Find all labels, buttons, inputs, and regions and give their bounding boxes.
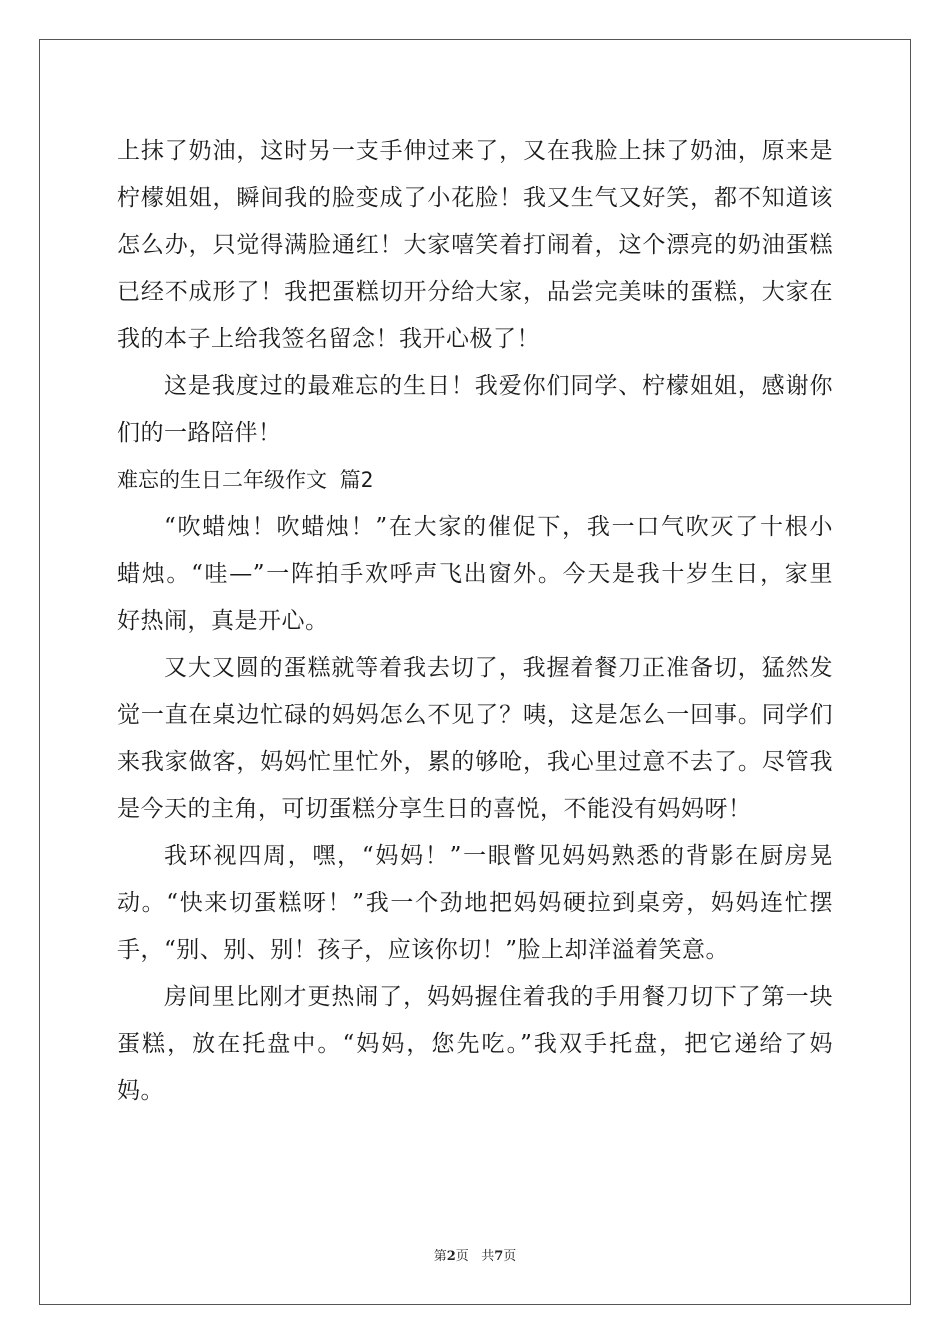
paragraph	[117, 645, 833, 833]
text-line: 蛋糕，放在托盘中。“妈妈，您先吃。”我双手托盘，把它递给了妈	[117, 1031, 833, 1057]
total-suffix: 页	[503, 1249, 517, 1264]
text-line: 是今天的主角，可切蛋糕分享生日的喜悦，不能没有妈妈呀！	[117, 796, 752, 822]
page-suffix: 页	[455, 1249, 469, 1264]
page-number	[434, 1249, 469, 1264]
text-line: 怎么办，只觉得满脸通红！大家嘻笑着打闹着，这个漂亮的奶油蛋糕	[117, 232, 833, 258]
page-total	[481, 1249, 516, 1264]
text-line: 觉一直在桌边忙碌的妈妈怎么不见了？咦，这是怎么一回事。同学们	[117, 702, 833, 728]
paragraph	[117, 128, 833, 363]
text-line: 我环视四周，嘿，“妈妈！”一眼瞥见妈妈熟悉的背影在厨房晃	[164, 843, 833, 869]
text-line: 蜡烛。“哇—”一阵拍手欢呼声飞出窗外。今天是我十岁生日，家里	[117, 561, 833, 587]
text-line: “吹蜡烛！吹蜡烛！”在大家的催促下，我一口气吹灭了十根小	[164, 514, 833, 540]
page-footer	[0, 1245, 950, 1264]
text-line: 动。“快来切蛋糕呀！”我一个劲地把妈妈硬拉到桌旁，妈妈连忙摆	[117, 890, 833, 916]
text-line: 柠檬姐姐，瞬间我的脸变成了小花脸！我又生气又好笑，都不知道该	[117, 185, 833, 211]
text-line: 我的本子上给我签名留念！我开心极了！	[117, 326, 540, 352]
section-heading: 难忘的生日二年级作文 篇2	[117, 468, 374, 492]
paragraph	[117, 833, 833, 974]
total-prefix: 共	[481, 1249, 495, 1264]
text-line: 来我家做客，妈妈忙里忙外，累的够呛，我心里过意不去了。尽管我	[117, 749, 833, 775]
text-line: 妈。	[117, 1078, 164, 1104]
page-prefix: 第	[433, 1249, 447, 1264]
text-line: 上抹了奶油，这时另一支手伸过来了，又在我脸上抹了奶油，原来是	[117, 138, 833, 164]
current-page: 2	[446, 1249, 456, 1264]
paragraph	[117, 974, 833, 1115]
text-line: 房间里比刚才更热闹了，妈妈握住着我的手用餐刀切下了第一块	[164, 984, 833, 1010]
text-line: 又大又圆的蛋糕就等着我去切了，我握着餐刀正准备切，猛然发	[164, 655, 833, 681]
text-line: 们的一路陪伴！	[117, 420, 282, 446]
text-line: 这是我度过的最难忘的生日！我爱你们同学、柠檬姐姐，感谢你	[164, 373, 833, 399]
total-pages: 7	[494, 1249, 504, 1264]
paragraph	[117, 504, 833, 645]
document-body	[117, 128, 833, 1115]
paragraph	[117, 363, 833, 457]
text-line: 已经不成形了！我把蛋糕切开分给大家，品尝完美味的蛋糕，大家在	[117, 279, 833, 305]
text-line: 手，“别、别、别！孩子，应该你切！”脸上却洋溢着笑意。	[117, 937, 730, 963]
text-line: 好热闹，真是开心。	[117, 608, 329, 634]
